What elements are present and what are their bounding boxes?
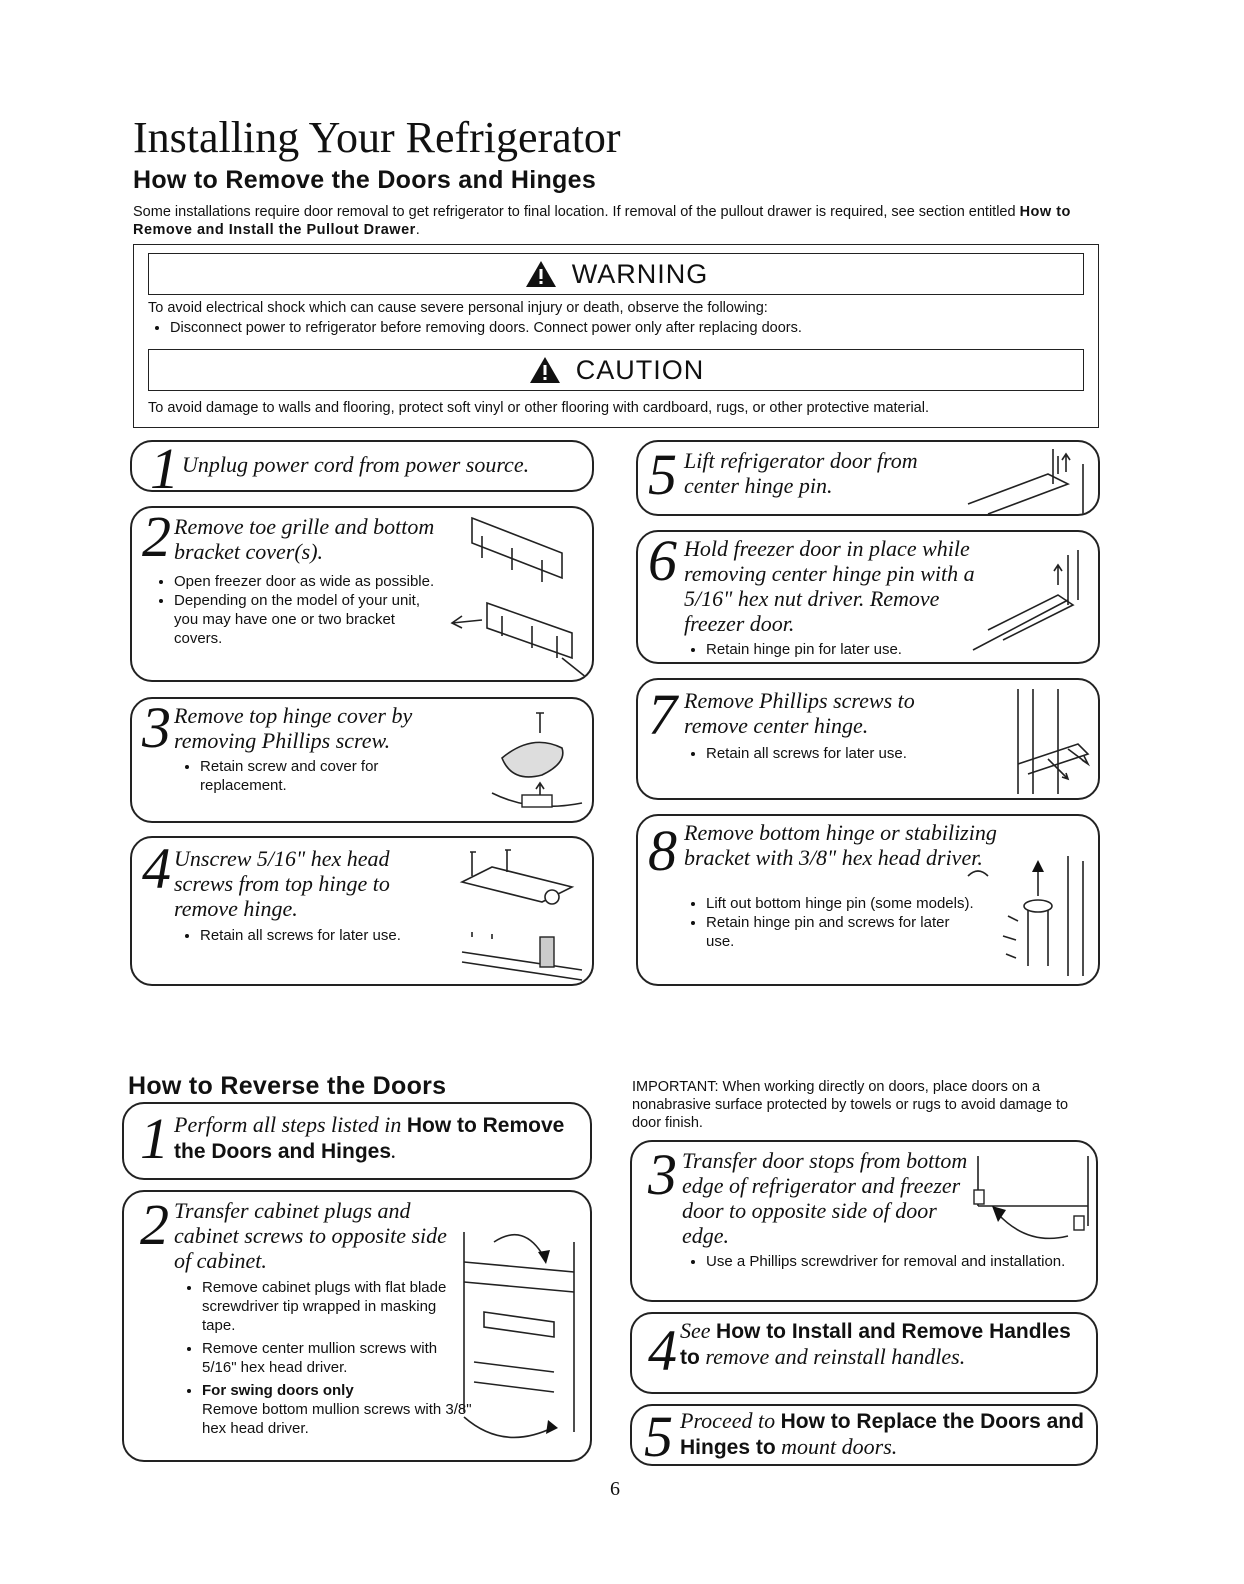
step-text-post: mount doors. xyxy=(781,1434,898,1459)
intro-text: Some installations require door removal to get refrigerator to final location. If removal of the pullout drawer is required, see section entitled xyxy=(133,204,1016,220)
remove-intro xyxy=(133,203,1093,239)
warning-text: To avoid electrical shock which can cause severe personal injury or death, observe the following: xyxy=(148,300,768,316)
step-bullet: • Retain all screws for later use. xyxy=(706,744,986,763)
step-bullet: • Open freezer door as wide as possible. xyxy=(174,572,444,591)
safety-box xyxy=(133,244,1099,428)
remove-step-7 xyxy=(636,678,1100,800)
step-number: 8 xyxy=(648,818,677,883)
step-bullets xyxy=(180,1278,472,1438)
step-number: 3 xyxy=(142,697,171,760)
step-text-post: . xyxy=(391,1138,397,1163)
intro-end: . xyxy=(415,222,420,238)
step-bullets xyxy=(684,894,976,951)
remove-step-6 xyxy=(636,530,1100,664)
step-number: 1 xyxy=(140,1106,169,1171)
step-bullet: • Retain screw and cover for replacement. xyxy=(200,757,430,795)
door-stops-illustration xyxy=(968,1146,1096,1252)
warning-triangle-icon xyxy=(524,259,558,289)
cabinet-plugs-illustration xyxy=(444,1212,590,1462)
step-bullets xyxy=(684,1252,1098,1271)
step-text: Unscrew 5/16" hex head screws from top hinge to remove hinge. xyxy=(174,846,390,921)
step-text-pre: See xyxy=(680,1318,711,1343)
step-text: Transfer door stops from bottom edge of refrigerator and freezer door to opposite side of door edge. xyxy=(682,1148,968,1248)
step-text: Hold freezer door in place while removing center hinge pin with a 5/16" hex nut driver. Remove freezer door. xyxy=(684,536,975,636)
step-text: Remove toe grille and bottom bracket cover(s). xyxy=(174,514,435,564)
step-bullets xyxy=(684,744,986,763)
swing-doors-label: For swing doors only xyxy=(202,1382,354,1399)
swing-doors-text: Remove bottom mullion screws with 3/8" hex head driver. xyxy=(202,1401,472,1437)
remove-step-3 xyxy=(130,697,594,823)
step-text: Unplug power cord from power source. xyxy=(182,452,530,477)
step-number: 5 xyxy=(644,1404,673,1466)
caution-label: CAUTION xyxy=(575,354,705,385)
top-hinge-cover-illustration xyxy=(462,703,592,821)
important-text: When working directly on doors, place doors on a nonabrasive surface protected by towels or rugs to avoid damage to door finish. xyxy=(632,1079,1069,1131)
step-number: 3 xyxy=(648,1142,677,1207)
step-bullet: • Lift out bottom hinge pin (some models). xyxy=(706,894,976,913)
step-text-bold: How to Remove the Doors and Hinges xyxy=(174,1114,565,1163)
step-bullets xyxy=(178,757,430,795)
reverse-step-1 xyxy=(122,1102,592,1180)
step-bullet: • Remove center mullion screws with 5/16" hex head driver. xyxy=(202,1339,472,1377)
warning-bullets xyxy=(148,319,1070,338)
remove-step-5 xyxy=(636,440,1100,516)
warning-bar xyxy=(148,253,1084,295)
center-hinge-pin-illustration xyxy=(958,444,1098,516)
important-note xyxy=(632,1078,1092,1132)
step-bullets xyxy=(684,640,1006,659)
reverse-section-heading: How to Reverse the Doors xyxy=(128,1072,447,1100)
step-number: 1 xyxy=(150,440,179,492)
step-text-pre: Proceed to xyxy=(680,1408,776,1433)
step-text xyxy=(680,1318,1090,1370)
bottom-hinge-illustration xyxy=(958,836,1098,986)
step-bullet: • Use a Phillips screwdriver for removal and installation. xyxy=(706,1252,1098,1271)
step-bullet: • Retain all screws for later use. xyxy=(200,926,480,945)
step-number: 4 xyxy=(142,836,171,901)
step-bullets xyxy=(178,926,480,945)
caution-bar xyxy=(148,349,1084,391)
reverse-step-4 xyxy=(630,1312,1098,1394)
step-text-pre: Perform all steps listed in xyxy=(174,1112,402,1137)
page-number: 6 xyxy=(610,1478,620,1500)
step-text-bold: How to Replace the Doors and Hinges to xyxy=(680,1410,1084,1459)
step-text xyxy=(680,1408,1090,1460)
step-text-bold: How to Install and Remove Handles to xyxy=(680,1320,1071,1369)
step-number: 4 xyxy=(648,1318,677,1383)
step-text: Remove bottom hinge or stabilizing bracket with 3/8" hex head driver. xyxy=(684,820,997,870)
remove-step-2 xyxy=(130,506,594,682)
warning-bullet: • Disconnect power to refrigerator before removing doors. Connect power only after replacing doors. xyxy=(170,319,1070,338)
page-title: Installing Your Refrigerator xyxy=(133,113,621,162)
step-bullet xyxy=(202,1381,472,1438)
toe-grille-illustration xyxy=(442,508,592,680)
remove-step-1 xyxy=(130,440,594,492)
step-text: Remove Phillips screws to remove center hinge. xyxy=(684,688,915,738)
step-bullet: • Retain hinge pin and screws for later use. xyxy=(706,913,976,951)
warning-label: WARNING xyxy=(571,258,709,289)
step-text xyxy=(174,1112,584,1164)
step-number: 5 xyxy=(648,442,677,507)
step-number: 2 xyxy=(142,506,171,569)
step-bullet: • Remove cabinet plugs with flat blade screwdriver tip wrapped in masking tape. xyxy=(202,1278,472,1335)
top-hinge-illustration xyxy=(452,842,592,984)
reverse-step-3 xyxy=(630,1140,1098,1302)
freezer-door-hinge-illustration xyxy=(968,540,1098,662)
step-text: Lift refrigerator door from center hinge pin. xyxy=(684,448,918,498)
remove-section-heading: How to Remove the Doors and Hinges xyxy=(133,166,597,194)
step-text: Remove top hinge cover by removing Phillips screw. xyxy=(174,703,413,753)
intro-link-text: How to Remove and Install the Pullout Drawer xyxy=(133,204,1071,238)
important-label: IMPORTANT: xyxy=(632,1079,719,1095)
step-text: Transfer cabinet plugs and cabinet screws to opposite side of cabinet. xyxy=(174,1198,447,1273)
step-text-post: remove and reinstall handles. xyxy=(705,1344,966,1369)
caution-text: To avoid damage to walls and flooring, protect soft vinyl or other flooring with cardboard, rugs, or other protective material. xyxy=(148,400,929,416)
step-bullets xyxy=(152,572,444,648)
step-number: 6 xyxy=(648,530,677,593)
remove-step-8 xyxy=(636,814,1100,986)
remove-step-4 xyxy=(130,836,594,986)
center-hinge-screws-illustration xyxy=(978,684,1098,798)
reverse-step-2 xyxy=(122,1190,592,1462)
step-number: 7 xyxy=(648,682,677,747)
step-bullet: • Depending on the model of your unit, you may have one or two bracket covers. xyxy=(174,591,444,648)
caution-triangle-icon xyxy=(528,355,562,385)
step-bullet: • Retain hinge pin for later use. xyxy=(706,640,1006,659)
reverse-step-5 xyxy=(630,1404,1098,1466)
step-number: 2 xyxy=(140,1192,169,1257)
